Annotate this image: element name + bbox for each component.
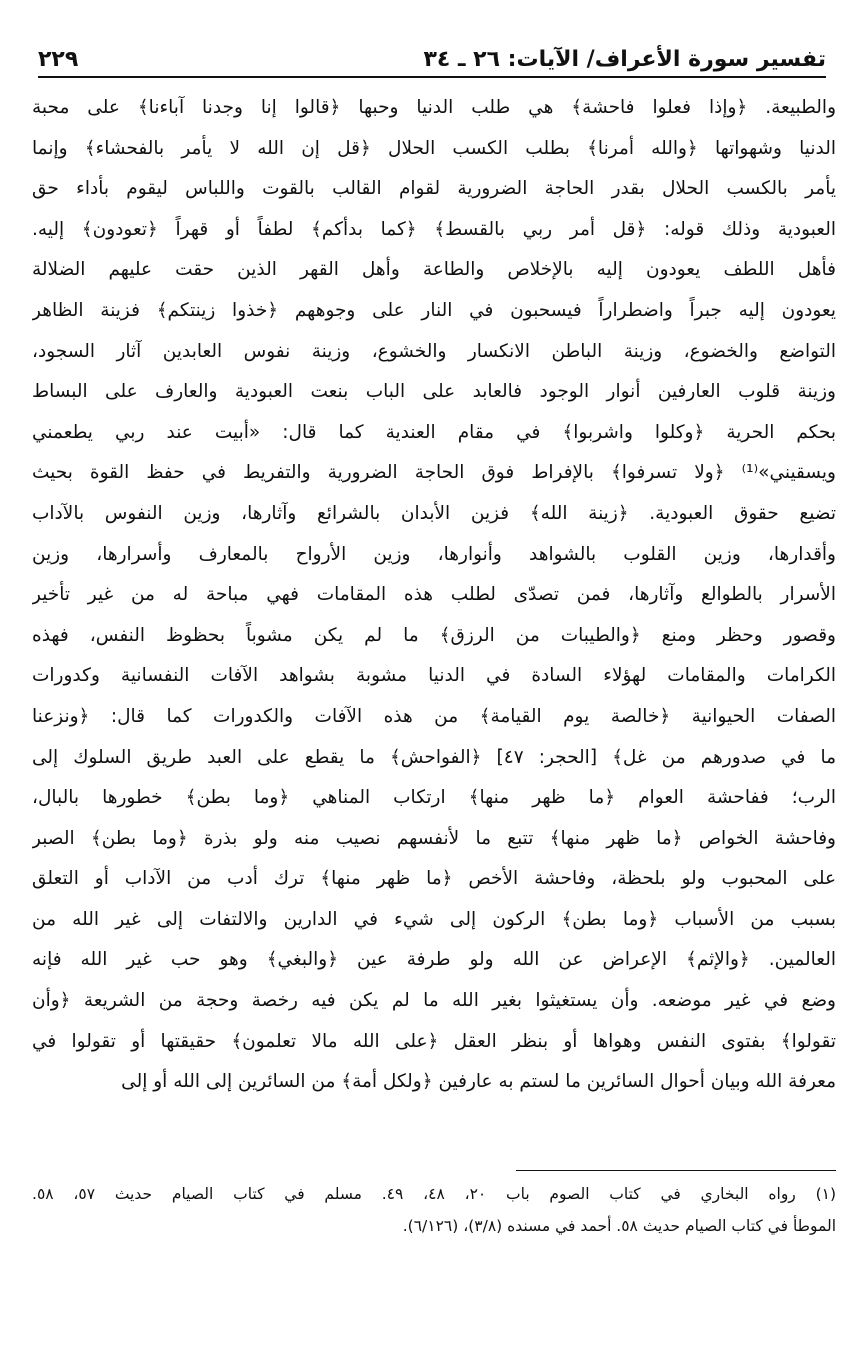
text-line: يعودون إليه جبراً واضطراراً فيسحبون في النار على وجوههم ﴿خذوا زينتكم﴾ فزينة الظاهر <box>32 299 836 321</box>
text-line: بحكم الحرية ﴿وكلوا واشربوا﴾ في مقام العندية كما قال: «أبيت عند ربي يطعمني <box>32 421 836 443</box>
text-line: ويسقيني»⁽¹⁾ ﴿ولا تسرفوا﴾ بالإفراط فوق الحاجة الضرورية والتفريط في حفظ القوة بحيث <box>32 462 836 484</box>
body-text <box>32 88 836 1103</box>
text-line: العبودية وذلك قوله: ﴿قل أمر ربي بالقسط﴾ ﴿كما بدأكم﴾ لطفاً أو قهراً ﴿تعودون﴾ إليه. <box>32 218 836 240</box>
page-header <box>38 38 826 78</box>
text-line: بسبب من الأسباب ﴿وما بطن﴾ الركون إلى شيء في الدارين والالتفات إلى غير الله من <box>32 908 836 930</box>
text-line: الدنيا وشهواتها ﴿والله أمرنا﴾ بطلب الكسب الحلال ﴿قل إن الله لا يأمر بالفحشاء﴾ وإنما <box>32 137 836 159</box>
text-line: فأهل اللطف يعودون إليه بالإخلاص والطاعة وأهل القهر الذين حقت عليهم الضلالة <box>32 259 836 281</box>
text-line: على المحبوب ولو بلحظة، وفاحشة الأخص ﴿ما ظهر منها﴾ ترك أدب من الآداب أو التعلق <box>32 868 836 890</box>
running-title: تفسير سورة الأعراف/ الآيات: ٢٦ ـ ٣٤ <box>423 47 826 72</box>
footnotes <box>32 1178 836 1242</box>
footnote-line: الموطأ في كتاب الصيام حديث ٥٨. أحمد في مسنده (٣/٨)، (٦/١٢٦). <box>402 1217 836 1235</box>
text-line: تقولوا﴾ بفتوى النفس وهواها أو بنظر العقل ﴿على الله مالا تعلمون﴾ حقيقتها أو تقولوا في <box>32 1030 836 1052</box>
text-line: الرب؛ ففاحشة العوام ﴿ما ظهر منها﴾ ارتكاب المناهي ﴿وما بطن﴾ خطورها بالبال، <box>32 787 836 809</box>
footnote-line: (١) رواه البخاري في كتاب الصوم باب ٢٠، ٤٨، ٤٩. مسلم في كتاب الصيام حديث ٥٧، ٥٨. <box>32 1185 836 1203</box>
text-line: يأمر بالكسب الحلال بقدر الحاجة الضرورية لقوام القالب بالقوت واللباس ليقوم بأداء حق <box>32 178 836 200</box>
text-line: وزينة قلوب العارفين أنوار الوجود فالعابد على الباب بنعت العبودية والعارف على البساط <box>32 381 836 403</box>
text-line: العالمين. ﴿والإثم﴾ الإعراض عن الله ولو طرفة عين ﴿والبغي﴾ وهو حب غير الله فإنه <box>32 949 836 971</box>
page-number: ٢٢٩ <box>38 47 79 72</box>
footnote-divider <box>516 1170 836 1171</box>
text-line: والطبيعة. ﴿وإذا فعلوا فاحشة﴾ هي طلب الدنيا وحبها ﴿قالوا إنا وجدنا آباءنا﴾ على محبة <box>32 97 836 118</box>
text-line: وقصور وحظر ومنع ﴿والطيبات من الرزق﴾ ما لم يكن مشوباً بحظوظ النفس، فهذه <box>32 624 836 646</box>
text-line: معرفة الله وبيان أحوال السائرين ما لستم به عارفين ﴿ولكل أمة﴾ من السائرين إلى الله أو إلى <box>121 1071 836 1093</box>
text-line: وضع في غير موضعه. وأن يستغيثوا بغير الله ما لم يكن فيه رخصة وحجة من الشريعة ﴿وأن <box>32 990 836 1012</box>
text-line: الصفات الحيوانية ﴿خالصة يوم القيامة﴾ من هذه الآفات والكدورات كما قال: ﴿ونزعنا <box>32 705 836 727</box>
text-line: ما في صدورهم من غل﴾ [الحجر: ٤٧] ﴿الفواحش﴾ ما يقطع على العبد طريق السلوك إلى <box>32 746 836 768</box>
text-line: التواضع والخضوع، وزينة الباطن الانكسار والخشوع، وزينة نفوس العابدين آثار السجود، <box>32 340 836 362</box>
text-line: الكرامات والمقامات لهؤلاء السادة في الدنيا مشوبة بشواهد الآفات النفسانية وكدورات <box>32 665 836 687</box>
text-line: الأسرار بالطوالع وآثارها، فمن تصدّى لطلب هذه المقامات فهي مباحة له من غير تأخير <box>32 584 836 606</box>
text-line: تضيع حقوق العبودية. ﴿زينة الله﴾ فزين الأبدان بالشرائع وآثارها، وزين النفوس بالآداب <box>32 502 836 524</box>
text-line: وأقدارها، وزين القلوب بالشواهد وأنوارها، وزين الأرواح بالمعارف وأسرارها، وزين <box>32 543 836 565</box>
text-line: وفاحشة الخواص ﴿ما ظهر منها﴾ تتبع ما لأنفسهم نصيب منه ولو بذرة ﴿وما بطن﴾ الصبر <box>32 827 836 849</box>
